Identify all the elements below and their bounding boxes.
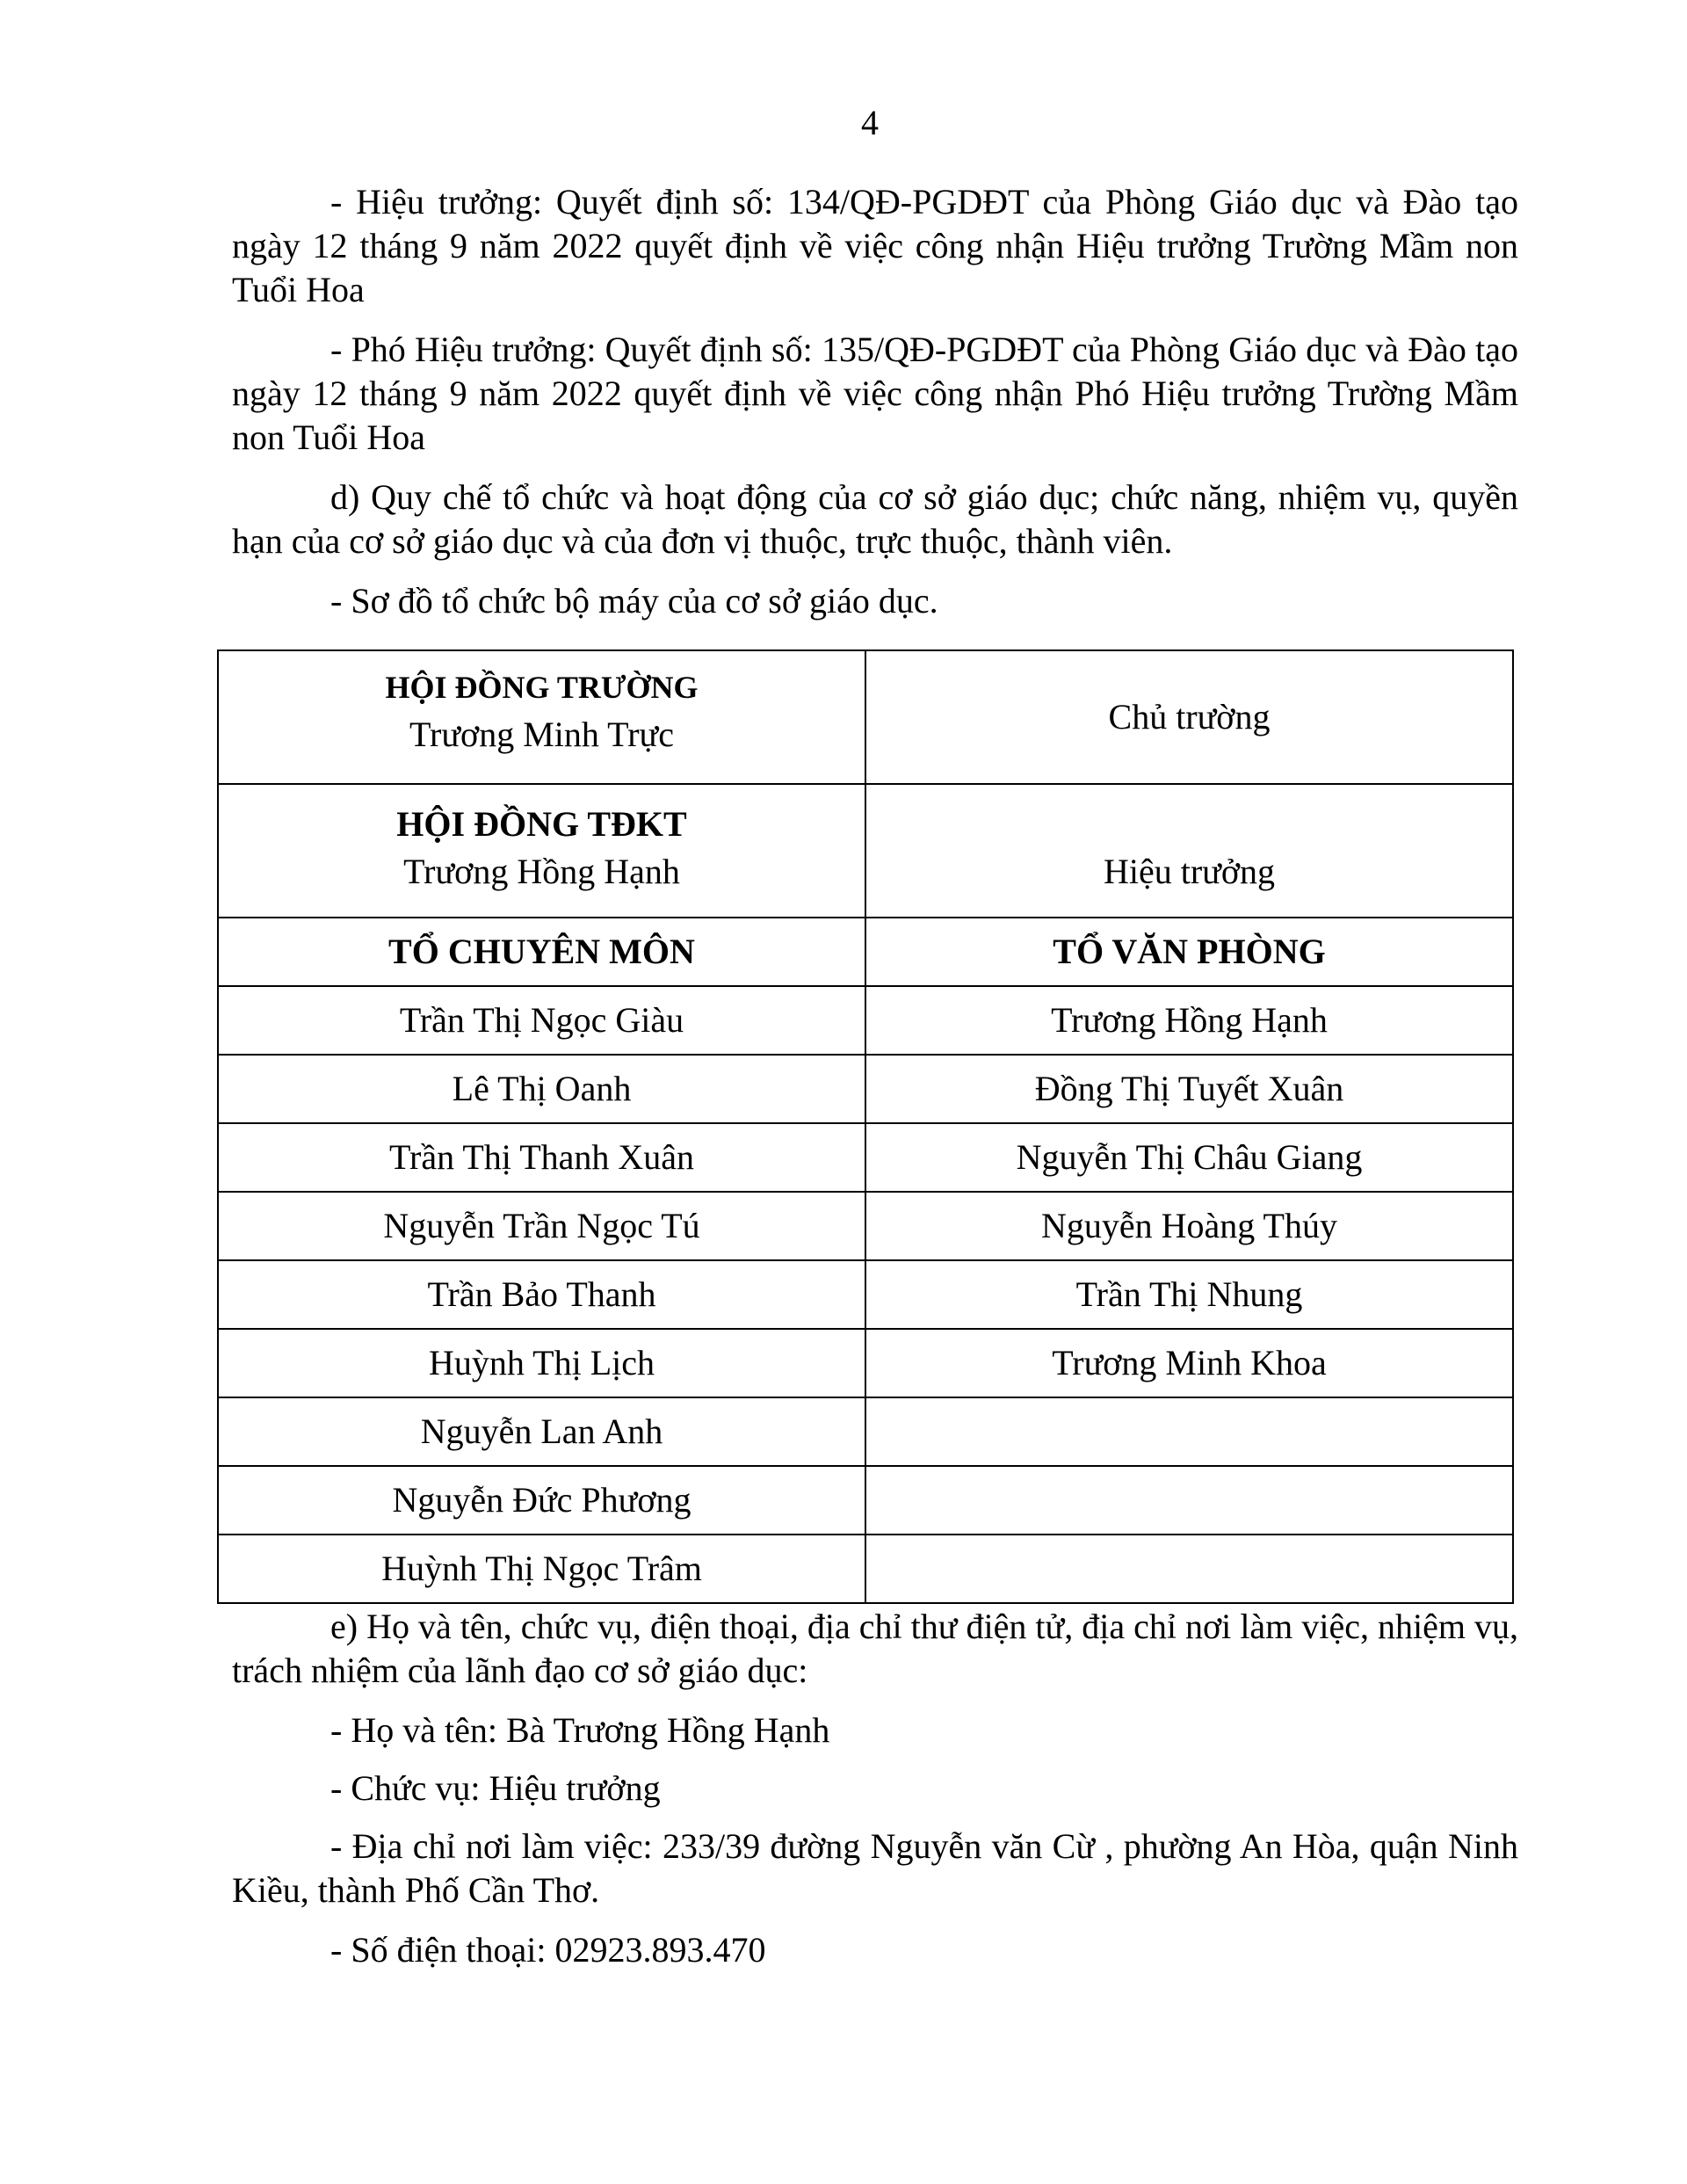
leader-info-section bbox=[232, 1605, 1518, 1988]
council-role-cell bbox=[865, 650, 1513, 784]
member-right: Nguyễn Hoàng Thúy bbox=[865, 1192, 1513, 1260]
table-row bbox=[218, 986, 1513, 1055]
leader-info-paragraph: e) Họ và tên, chức vụ, điện thoại, địa chỉ thư điện tử, địa chỉ nơi làm việc, nhiệm vụ, trách nhiệm của lãnh đạo cơ sở giáo dục: bbox=[232, 1607, 1518, 1690]
table-row bbox=[218, 1123, 1513, 1192]
member-right bbox=[865, 1535, 1513, 1603]
intro-section bbox=[232, 180, 1518, 639]
council-role: Chủ trường bbox=[1108, 697, 1271, 736]
member-right: Trương Hồng Hạnh bbox=[865, 986, 1513, 1055]
leader-phone-line: - Số điện thoại: 02923.893.470 bbox=[330, 1930, 766, 1970]
member-left: Huỳnh Thị Lịch bbox=[218, 1329, 865, 1397]
member-right bbox=[865, 1466, 1513, 1535]
regulations-paragraph: d) Quy chế tổ chức và hoạt động của cơ sở giáo dục; chức năng, nhiệm vụ, quyền hạn của cơ sở giáo dục và của đơn vị thuộc, trực thuộc, thành viên. bbox=[232, 477, 1518, 561]
tdkt-role: Hiệu trưởng bbox=[1103, 852, 1276, 891]
member-right: Trương Minh Khoa bbox=[865, 1329, 1513, 1397]
org-structure-table bbox=[217, 649, 1514, 1604]
member-left: Trần Thị Thanh Xuân bbox=[218, 1123, 865, 1192]
table-row bbox=[218, 1466, 1513, 1535]
page-number: 4 bbox=[861, 103, 879, 142]
council-chair-name: Trương Minh Trực bbox=[409, 715, 674, 754]
council-cell bbox=[218, 650, 865, 784]
tdkt-heading: HỘI ĐỒNG TĐKT bbox=[396, 804, 687, 844]
col-heading-professional: TỔ CHUYÊN MÔN bbox=[218, 918, 865, 986]
table-row bbox=[218, 1535, 1513, 1603]
col-heading-office: TỔ VĂN PHÒNG bbox=[865, 918, 1513, 986]
table-row-council bbox=[218, 650, 1513, 784]
member-left: Trần Bảo Thanh bbox=[218, 1260, 865, 1329]
member-right: Nguyễn Thị Châu Giang bbox=[865, 1123, 1513, 1192]
org-chart-caption: - Sơ đồ tổ chức bộ máy của cơ sở giáo dục. bbox=[330, 581, 938, 620]
member-left: Nguyễn Lan Anh bbox=[218, 1397, 865, 1466]
member-left: Nguyễn Trần Ngọc Tú bbox=[218, 1192, 865, 1260]
tdkt-cell bbox=[218, 784, 865, 918]
tdkt-chair-name: Trương Hồng Hạnh bbox=[403, 852, 680, 891]
member-right: Đồng Thị Tuyết Xuân bbox=[865, 1055, 1513, 1123]
table-row bbox=[218, 1397, 1513, 1466]
table-row bbox=[218, 1055, 1513, 1123]
principal-decision-paragraph: - Hiệu trưởng: Quyết định số: 134/QĐ-PGDĐT của Phòng Giáo dục và Đào tạo ngày 12 tháng 9 năm 2022 quyết định về việc công nhận Hiệu trưởng Trường Mầm non Tuổi Hoa bbox=[232, 182, 1518, 309]
member-left: Nguyễn Đức Phương bbox=[218, 1466, 865, 1535]
leader-address-line: - Địa chỉ nơi làm việc: 233/39 đường Nguyễn văn Cừ , phường An Hòa, quận Ninh Kiều, thành Phố Cần Thơ. bbox=[232, 1826, 1518, 1910]
table-row-tdkt bbox=[218, 784, 1513, 918]
table-row bbox=[218, 1260, 1513, 1329]
member-right: Trần Thị Nhung bbox=[865, 1260, 1513, 1329]
tdkt-role-cell bbox=[865, 784, 1513, 918]
vice-principal-decision-paragraph: - Phó Hiệu trưởng: Quyết định số: 135/QĐ-PGDĐT của Phòng Giáo dục và Đào tạo ngày 12 tháng 9 năm 2022 quyết định về việc công nhận Phó Hiệu trưởng Trường Mầm non Tuổi Hoa bbox=[232, 330, 1518, 457]
member-left: Trần Thị Ngọc Giàu bbox=[218, 986, 865, 1055]
member-right bbox=[865, 1397, 1513, 1466]
leader-role-line: - Chức vụ: Hiệu trưởng bbox=[330, 1768, 661, 1808]
leader-name-line: - Họ và tên: Bà Trương Hồng Hạnh bbox=[330, 1710, 830, 1750]
table-header-row bbox=[218, 918, 1513, 986]
member-left: Lê Thị Oanh bbox=[218, 1055, 865, 1123]
member-left: Huỳnh Thị Ngọc Trâm bbox=[218, 1535, 865, 1603]
table-row bbox=[218, 1192, 1513, 1260]
table-row bbox=[218, 1329, 1513, 1397]
council-heading: HỘI ĐỒNG TRƯỜNG bbox=[385, 670, 699, 705]
